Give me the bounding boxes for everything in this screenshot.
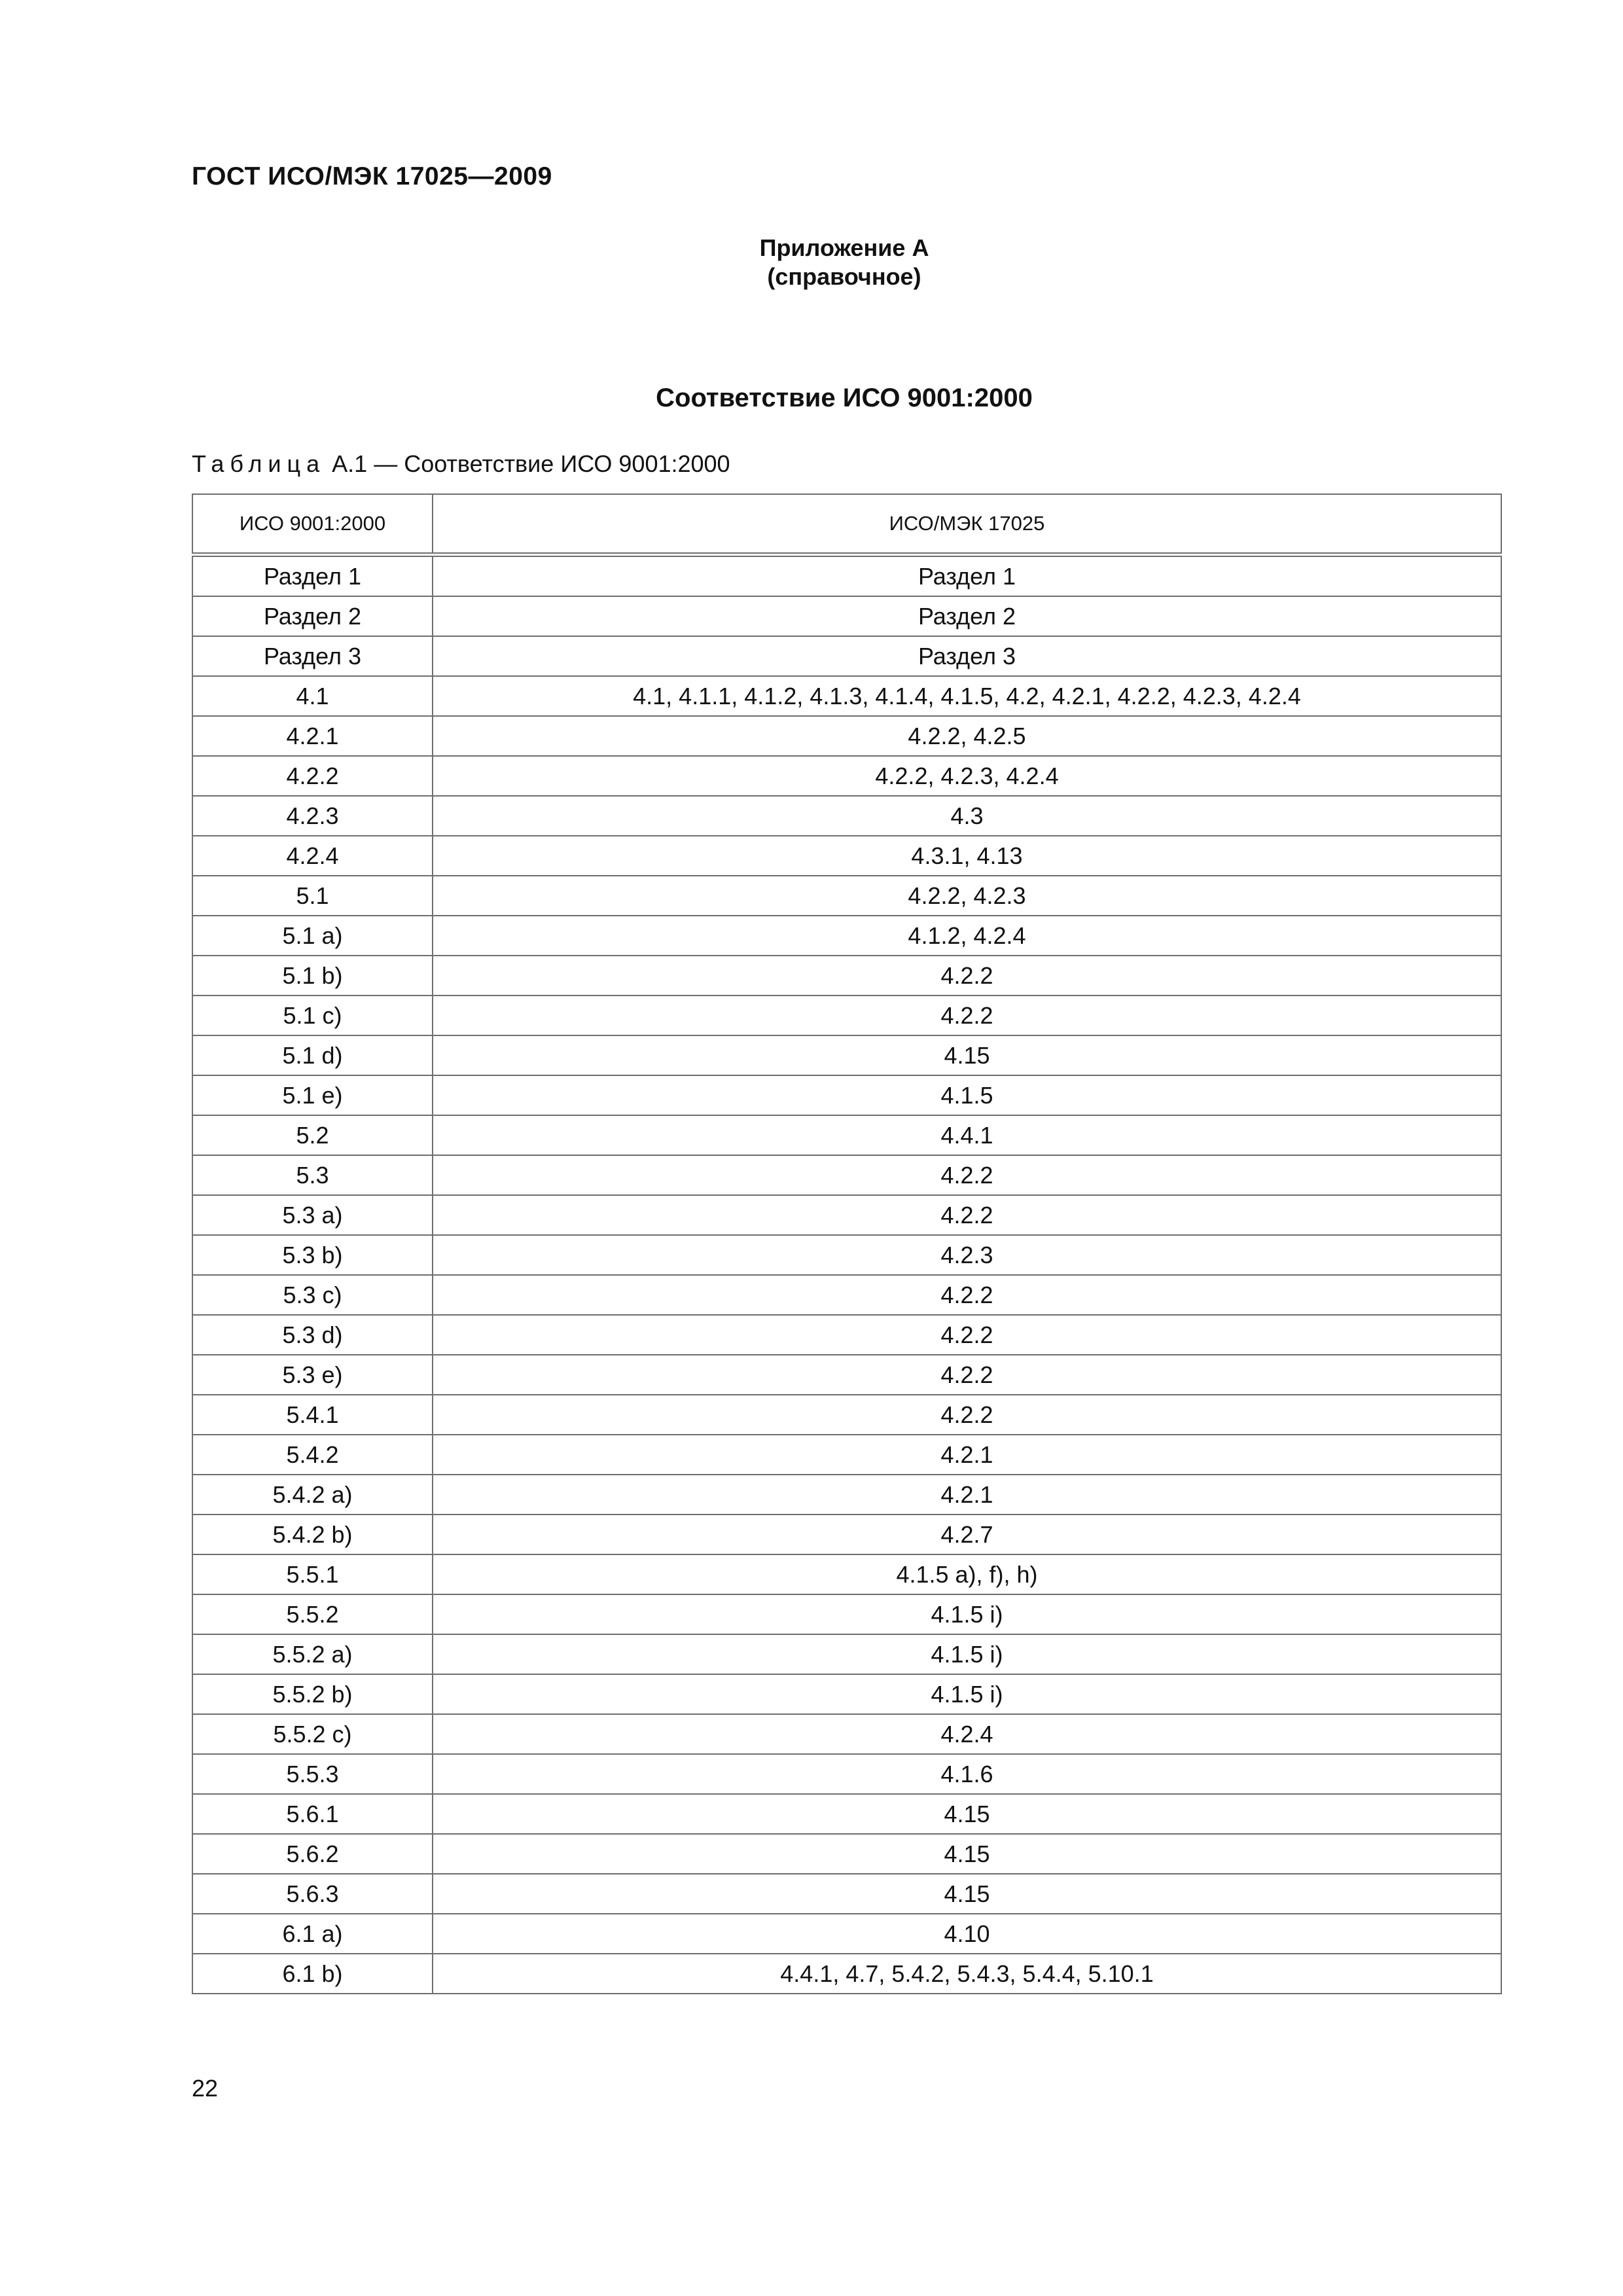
iso17025-clause-cell: 4.15 — [433, 1035, 1501, 1075]
iso9001-clause-cell: 5.2 — [192, 1115, 433, 1155]
table-row — [192, 1115, 1501, 1155]
iso9001-clause-cell: 5.4.1 — [192, 1395, 433, 1435]
table-row — [192, 1515, 1501, 1554]
iso9001-clause-cell: 5.1 a) — [192, 916, 433, 956]
iso17025-clause-cell: 4.2.2, 4.2.5 — [433, 716, 1501, 756]
iso9001-clause-cell: 5.3 c) — [192, 1275, 433, 1315]
table-row — [192, 1235, 1501, 1275]
table-row — [192, 1155, 1501, 1195]
iso9001-clause-cell: 5.5.2 — [192, 1594, 433, 1634]
table-row — [192, 1315, 1501, 1355]
iso17025-clause-cell: 4.1.5 a), f), h) — [433, 1554, 1501, 1594]
table-row — [192, 596, 1501, 636]
table-header-row — [192, 494, 1501, 555]
table-row — [192, 1834, 1501, 1874]
table-row — [192, 1395, 1501, 1435]
column-header-iso9001: ИСО 9001:2000 — [192, 494, 433, 555]
iso9001-clause-cell: 5.5.2 b) — [192, 1674, 433, 1714]
iso17025-clause-cell: 4.2.2 — [433, 1315, 1501, 1355]
iso17025-clause-cell: 4.3.1, 4.13 — [433, 836, 1501, 876]
iso9001-clause-cell: 5.5.3 — [192, 1754, 433, 1794]
iso17025-clause-cell: 4.1.2, 4.2.4 — [433, 916, 1501, 956]
table-row — [192, 836, 1501, 876]
iso17025-clause-cell: 4.1.5 — [433, 1075, 1501, 1115]
iso17025-clause-cell: 4.2.2 — [433, 1275, 1501, 1315]
iso17025-clause-cell: Раздел 3 — [433, 636, 1501, 676]
iso17025-clause-cell: 4.2.2 — [433, 1155, 1501, 1195]
iso9001-clause-cell: Раздел 3 — [192, 636, 433, 676]
table-row — [192, 1754, 1501, 1794]
iso9001-clause-cell: 5.5.2 c) — [192, 1714, 433, 1754]
iso17025-clause-cell: 4.2.2 — [433, 1355, 1501, 1395]
iso17025-clause-cell: 4.2.1 — [433, 1475, 1501, 1515]
table-row — [192, 1554, 1501, 1594]
iso9001-clause-cell: 4.2.2 — [192, 756, 433, 796]
iso9001-clause-cell: Раздел 2 — [192, 596, 433, 636]
table-row — [192, 1355, 1501, 1395]
table-row — [192, 876, 1501, 916]
iso9001-clause-cell: 5.4.2 a) — [192, 1475, 433, 1515]
table-row — [192, 1874, 1501, 1914]
iso9001-clause-cell: 6.1 b) — [192, 1954, 433, 1994]
iso9001-clause-cell: 5.1 b) — [192, 956, 433, 996]
iso17025-clause-cell: 4.4.1 — [433, 1115, 1501, 1155]
table-row — [192, 1634, 1501, 1674]
table-row — [192, 676, 1501, 716]
iso17025-clause-cell: 4.2.2, 4.2.3 — [433, 876, 1501, 916]
iso17025-clause-cell: 4.2.7 — [433, 1515, 1501, 1554]
iso17025-clause-cell: Раздел 2 — [433, 596, 1501, 636]
table-row — [192, 636, 1501, 676]
iso9001-clause-cell: 4.2.3 — [192, 796, 433, 836]
iso17025-clause-cell: 4.2.3 — [433, 1235, 1501, 1275]
table-caption-text: А.1 — Соответствие ИСО 9001:2000 — [325, 450, 730, 477]
iso17025-clause-cell: 4.2.2, 4.2.3, 4.2.4 — [433, 756, 1501, 796]
table-caption — [192, 450, 730, 478]
iso9001-clause-cell: 4.2.4 — [192, 836, 433, 876]
table-row — [192, 1794, 1501, 1834]
table-row — [192, 1475, 1501, 1515]
iso9001-clause-cell: 5.5.1 — [192, 1554, 433, 1594]
iso17025-clause-cell: Раздел 1 — [433, 555, 1501, 597]
table-row — [192, 756, 1501, 796]
iso17025-clause-cell: 4.1.5 i) — [433, 1634, 1501, 1674]
iso9001-clause-cell: 5.4.2 b) — [192, 1515, 433, 1554]
table-row — [192, 1195, 1501, 1235]
iso17025-clause-cell: 4.4.1, 4.7, 5.4.2, 5.4.3, 5.4.4, 5.10.1 — [433, 1954, 1501, 1994]
table-row — [192, 1674, 1501, 1714]
iso17025-clause-cell: 4.10 — [433, 1914, 1501, 1954]
table-row — [192, 996, 1501, 1035]
iso17025-clause-cell: 4.3 — [433, 796, 1501, 836]
table-body — [192, 555, 1501, 1994]
correspondence-table — [192, 493, 1502, 1994]
table-row — [192, 1275, 1501, 1315]
iso17025-clause-cell: 4.1.5 i) — [433, 1674, 1501, 1714]
iso17025-clause-cell: 4.15 — [433, 1874, 1501, 1914]
iso17025-clause-cell: 4.15 — [433, 1834, 1501, 1874]
iso9001-clause-cell: 5.3 a) — [192, 1195, 433, 1235]
iso17025-clause-cell: 4.15 — [433, 1794, 1501, 1834]
iso9001-clause-cell: 5.1 d) — [192, 1035, 433, 1075]
page-number: 22 — [192, 2075, 219, 2102]
appendix-note: (справочное) — [767, 263, 921, 290]
iso17025-clause-cell: 4.2.4 — [433, 1714, 1501, 1754]
iso9001-clause-cell: 4.2.1 — [192, 716, 433, 756]
iso9001-clause-cell: 5.1 — [192, 876, 433, 916]
table-row — [192, 1714, 1501, 1754]
appendix-title: Приложение А — [759, 234, 929, 261]
column-header-iso17025: ИСО/МЭК 17025 — [433, 494, 1501, 555]
table-row — [192, 796, 1501, 836]
iso9001-clause-cell: 5.1 c) — [192, 996, 433, 1035]
iso9001-clause-cell: 5.6.2 — [192, 1834, 433, 1874]
table-row — [192, 1914, 1501, 1954]
table-caption-prefix: Таблица — [192, 450, 326, 477]
iso9001-clause-cell: Раздел 1 — [192, 555, 433, 597]
table-row — [192, 1035, 1501, 1075]
table-row — [192, 1954, 1501, 1994]
table-row — [192, 1075, 1501, 1115]
table-row — [192, 716, 1501, 756]
iso9001-clause-cell: 5.3 d) — [192, 1315, 433, 1355]
iso9001-clause-cell: 5.6.3 — [192, 1874, 433, 1914]
iso17025-clause-cell: 4.2.2 — [433, 1395, 1501, 1435]
section-title: Соответствие ИСО 9001:2000 — [656, 384, 1033, 412]
document-code: ГОСТ ИСО/МЭК 17025—2009 — [192, 162, 552, 190]
iso17025-clause-cell: 4.2.2 — [433, 956, 1501, 996]
table-row — [192, 555, 1501, 597]
iso17025-clause-cell: 4.1.6 — [433, 1754, 1501, 1794]
iso9001-clause-cell: 4.1 — [192, 676, 433, 716]
iso9001-clause-cell: 5.3 e) — [192, 1355, 433, 1395]
iso17025-clause-cell: 4.2.2 — [433, 996, 1501, 1035]
table-row — [192, 916, 1501, 956]
table-row — [192, 1435, 1501, 1475]
iso17025-clause-cell: 4.2.1 — [433, 1435, 1501, 1475]
iso17025-clause-cell: 4.1, 4.1.1, 4.1.2, 4.1.3, 4.1.4, 4.1.5, 4.2, 4.2.1, 4.2.2, 4.2.3, 4.2.4 — [433, 676, 1501, 716]
iso9001-clause-cell: 6.1 a) — [192, 1914, 433, 1954]
iso9001-clause-cell: 5.1 e) — [192, 1075, 433, 1115]
iso17025-clause-cell: 4.1.5 i) — [433, 1594, 1501, 1634]
table-row — [192, 956, 1501, 996]
iso9001-clause-cell: 5.5.2 a) — [192, 1634, 433, 1674]
iso9001-clause-cell: 5.3 — [192, 1155, 433, 1195]
table-row — [192, 1594, 1501, 1634]
iso17025-clause-cell: 4.2.2 — [433, 1195, 1501, 1235]
iso9001-clause-cell: 5.4.2 — [192, 1435, 433, 1475]
iso9001-clause-cell: 5.6.1 — [192, 1794, 433, 1834]
iso9001-clause-cell: 5.3 b) — [192, 1235, 433, 1275]
